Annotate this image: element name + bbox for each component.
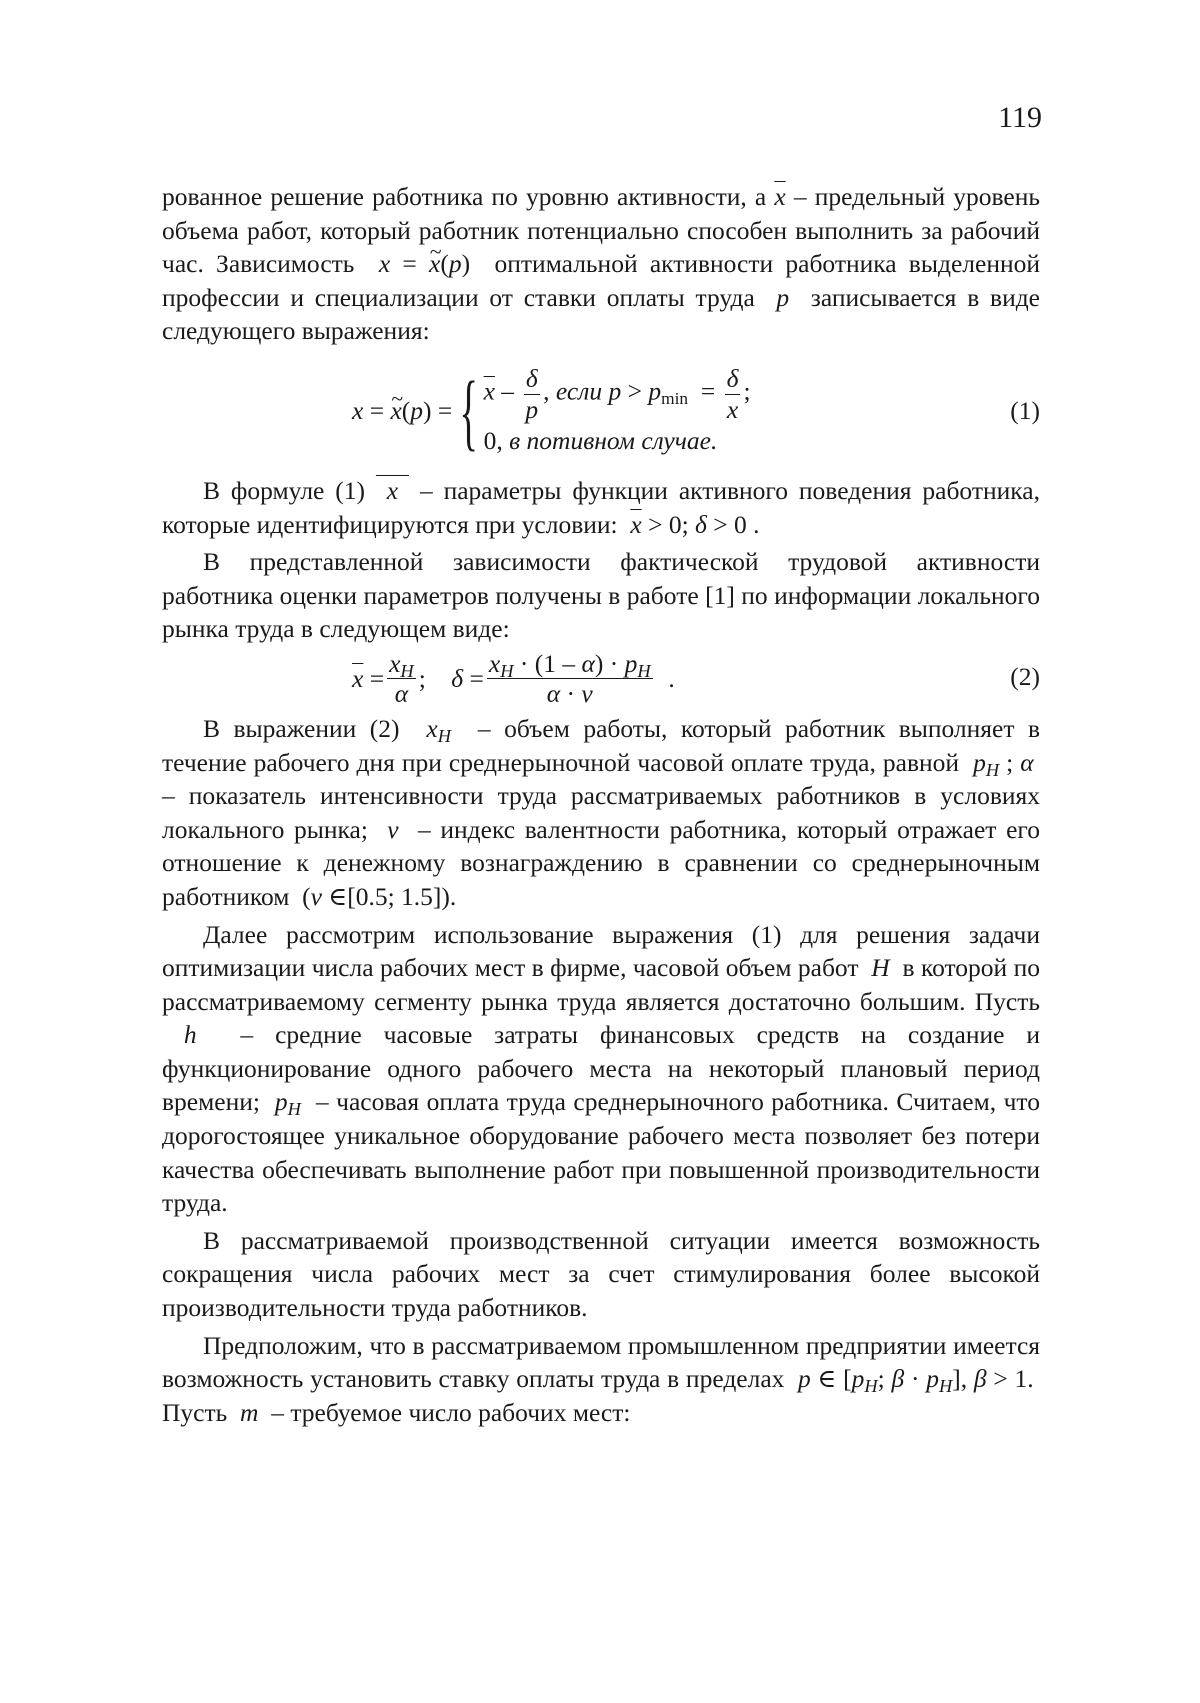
p4d-text: – индекс валентности работника, который отражает его отношение к денежному вознаграждению в сравнении со среднерыночным работником (162, 814, 1040, 911)
case-2-zero: 0, (483, 425, 503, 455)
math-x-tilde-p: x = ~ x(p) (367, 249, 483, 278)
p5b-text: в которой по рассматриваемому сегменту рынка труда является достаточно большим. Пусть (162, 953, 1041, 1016)
math-h: h (162, 1020, 219, 1050)
case-1-word: если (555, 377, 603, 407)
p2b-text: – параметры функции активного поведения работника, которые идентифицируются при условии: (162, 475, 1040, 539)
p4b-text: – объем работы, который работник выполняет в течение рабочего дня при среднерыночной часовой оплате труда, равной (162, 713, 1041, 777)
equation-1-cases (452, 364, 750, 457)
equation-1-number: (1) (1010, 395, 1040, 425)
math-condition: $\overline{x} > 0$; δ > 0 . (630, 509, 760, 539)
paragraph-2 (162, 474, 1040, 541)
math-v: v (377, 814, 409, 844)
p5a-text: Далее рассмотрим использование выражения (1) для решения задачи оптимизации числа рабочих мест в фирме, часовой объем работ (162, 919, 1040, 983)
equation-1-body: x = ~ x(p) = { $\overline{x}$ – $\frac{\delta}{p}$ , если p > pmin = $\frac{\delta}{x}$ ; 0, в потивном случае. (352, 352, 751, 470)
p7b-text: Пусть (162, 1397, 228, 1427)
paragraph-3: В представленной зависимости фактической трудовой активности работника оценки параметров получены в работе [1] по информации локального рынка труда в следующем виде: (162, 547, 1040, 644)
case-2-text: в потивном случае. (509, 425, 718, 455)
math-p: p (765, 282, 800, 312)
equation-2 (162, 646, 1040, 712)
math-xH: $x_H$ (426, 713, 451, 747)
math-v-in: (v ∈ (295, 881, 348, 911)
page-number: 119 (998, 101, 1042, 134)
equation-1 (162, 352, 1040, 470)
equation-2-body: $\overline{x}$ = $\frac{x_H}{\alpha}$ ; δ = $\frac{x_H \cdot (1 - \alpha) \cdot p_H}{\alpha \cdot v}$ . (352, 649, 675, 709)
math-p-range: p ∈ [$p_H$; $\beta \cdot p_H$], β > 1. (797, 1364, 1041, 1397)
paragraph-1 (162, 180, 1040, 348)
paragraph-7 (162, 1329, 1040, 1430)
p1b-text: – предельный уровень объема работ, который работник потенциально способен выполнить за рабочий час. Зависимость (162, 182, 1041, 279)
math-xbar-2: x (375, 475, 410, 505)
p2a-text: В формуле (1) (203, 475, 365, 505)
p4c-text: – показатель интенсивности труда рассматриваемых работников в условиях локального рынка; (162, 781, 1040, 844)
case-1: $\overline{x}$ – $\frac{\delta}{p}$ , если p > pmin = $\frac{\delta}{x}$ ; (483, 364, 751, 424)
p5d-text: – часовая оплата труда среднерыночного работника. Считаем, что дорогостоящее уникальное оборудование рабочего места позволяет без потери качества обеспечивать выполнение работ при повышенной производительности труда. (162, 1087, 1040, 1218)
p5c-text: – средние часовые затраты финансовых средств на создание и функционирование одного рабочего места на некоторый плановый период времени; (162, 1020, 1040, 1117)
math-pH: $p_H$ ; α (973, 747, 1034, 780)
p7a-text: Предположим, что в рассматриваемом промышленном предприятии имеется возможность установить ставку оплаты труда в пределах (162, 1330, 1040, 1394)
math-xbar: $\overline{x}$ (774, 182, 786, 211)
p1d-text: записывается в виде следующего выражения: (162, 282, 1041, 346)
paragraph-4 (162, 712, 1040, 914)
body-text (162, 180, 1040, 1429)
p7c-text: – требуемое число рабочих мест: (271, 1397, 631, 1427)
p4e-text: [0.5; 1.5]). (347, 881, 457, 911)
brace-icon: { (459, 362, 479, 459)
p1c-text: оптимальной активности работника выделенной профессии и специализации от ставки оплаты труда (162, 249, 1041, 312)
paragraph-5 (162, 918, 1040, 1220)
math-H: H (864, 953, 897, 983)
equation-2-number: (2) (1010, 661, 1040, 691)
paragraph-6: В рассматриваемой производственной ситуации имеется возможность сокращения числа рабочих мест за счет стимулирования более высокой производительности труда работников. (162, 1225, 1040, 1323)
p4a-text: В выражении (2) (203, 713, 400, 743)
math-m: m (233, 1397, 265, 1427)
case-1-sub: min (661, 389, 689, 409)
case-2 (484, 424, 751, 458)
math-pH-2: $p_H$ (274, 1087, 301, 1120)
p1-text: рованное решение работника по уровню активности, а (162, 182, 767, 211)
